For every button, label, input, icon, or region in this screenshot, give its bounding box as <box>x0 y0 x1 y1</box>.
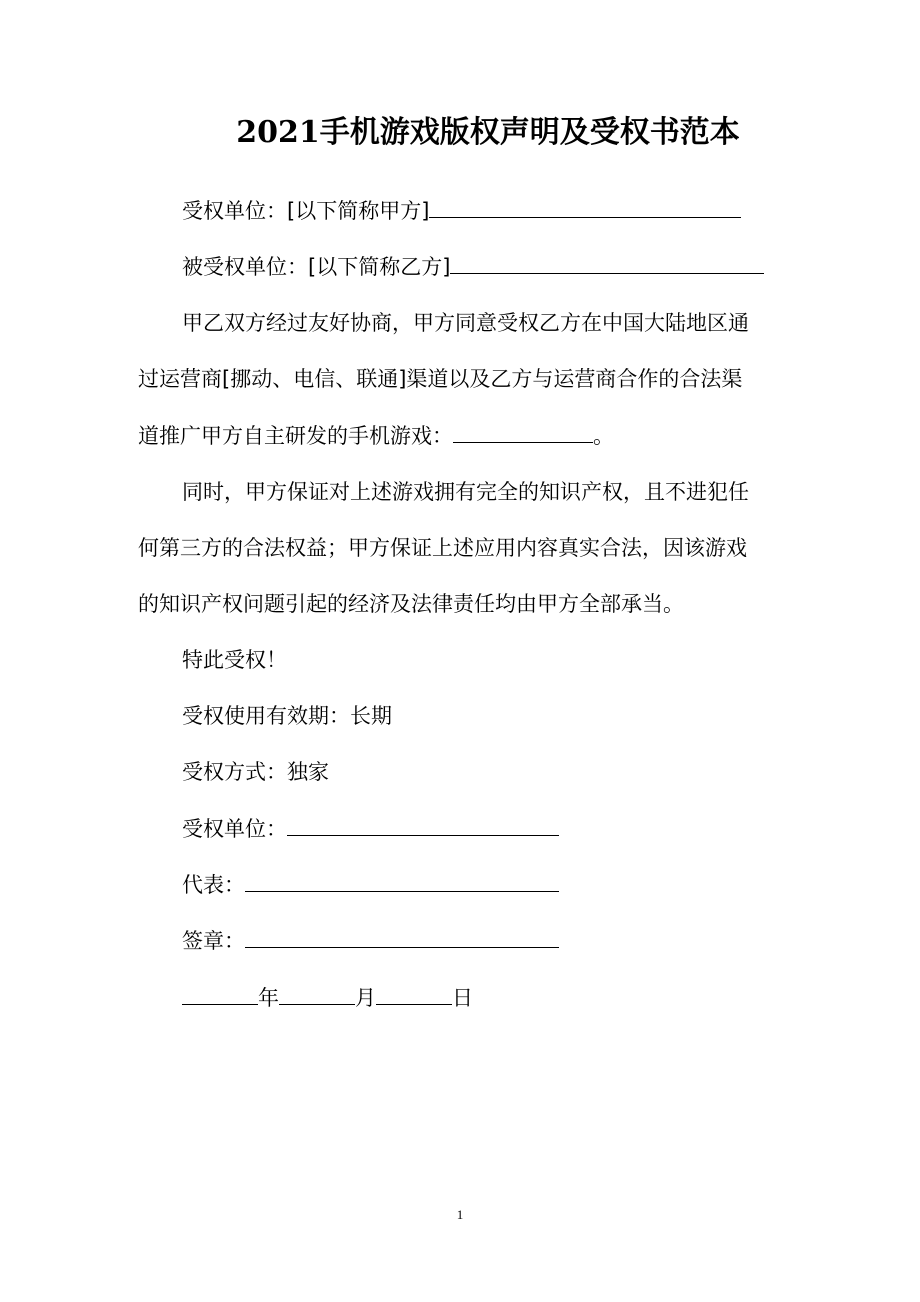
grantor-line <box>182 195 741 226</box>
grant-method: 受权方式：独家 <box>182 760 329 784</box>
paragraph-1-line-3 <box>138 420 614 451</box>
page-number: 1 <box>456 1207 464 1222</box>
year-label: 年 <box>258 986 279 1010</box>
representative-blank <box>245 869 559 892</box>
day-blank <box>376 982 452 1005</box>
paragraph-2-line-3: 的知识产权问题引起的经济及法律责任均由甲方全部承当。 <box>138 592 684 616</box>
special-grant: 特此受权！ <box>182 648 287 672</box>
seal-line <box>182 925 559 956</box>
seal-label: 签章： <box>182 929 245 953</box>
paragraph-2-line-2: 何第三方的合法权益；甲方保证上述应用内容真实合法，因该游戏 <box>138 536 747 560</box>
month-blank <box>279 982 355 1005</box>
representative-line <box>182 869 559 900</box>
sign-unit-label: 受权单位： <box>182 817 287 841</box>
sign-unit-blank <box>287 813 559 836</box>
game-name-blank <box>453 420 593 443</box>
day-label: 日 <box>452 986 473 1010</box>
game-name-label: 道推广甲方自主研发的手机游戏： <box>138 424 453 448</box>
grantee-blank <box>450 251 764 274</box>
year-blank <box>182 982 258 1005</box>
grantee-label: 被受权单位：[以下简称乙方] <box>182 255 451 279</box>
validity-period: 受权使用有效期：长期 <box>182 704 392 728</box>
period: 。 <box>593 424 614 448</box>
document-title: 2021手机游戏版权声明及受权书范本 <box>236 115 740 150</box>
grantor-blank <box>429 195 741 218</box>
date-line <box>182 982 473 1013</box>
month-label: 月 <box>355 986 376 1010</box>
representative-label: 代表： <box>182 873 245 897</box>
grantor-label: 受权单位：[以下简称甲方] <box>182 199 430 223</box>
sign-unit-line <box>182 813 559 844</box>
grantee-line <box>182 251 764 282</box>
seal-blank <box>245 925 559 948</box>
paragraph-2-line-1: 同时，甲方保证对上述游戏拥有完全的知识产权，且不进犯任 <box>182 480 749 504</box>
paragraph-1-line-2: 过运营商[挪动、电信、联通]渠道以及乙方与运营商合作的合法渠 <box>138 367 743 391</box>
paragraph-1-line-1: 甲乙双方经过友好协商，甲方同意受权乙方在中国大陆地区通 <box>182 311 749 335</box>
